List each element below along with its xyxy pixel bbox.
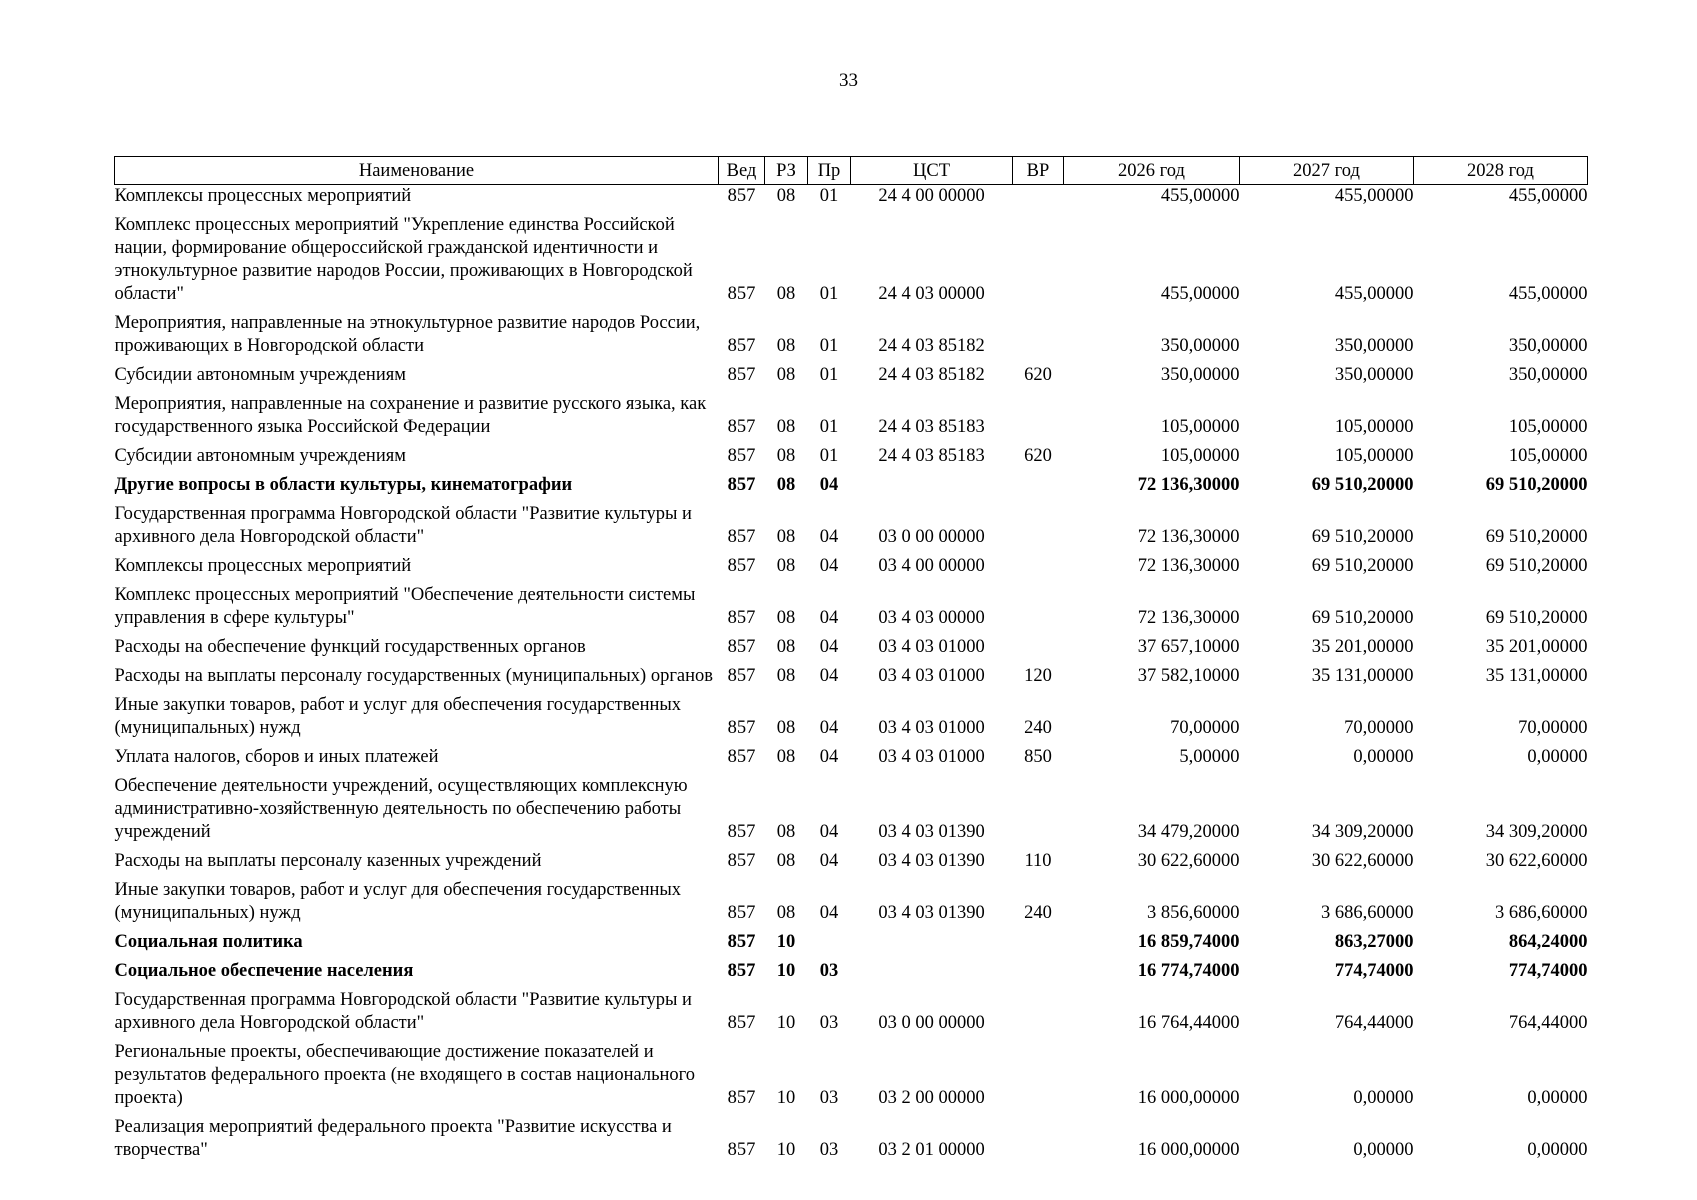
table-row [115, 1116, 1588, 1168]
cell-rz: 10 [776, 932, 796, 952]
cell-name: Комплекс процессных мероприятий "Укрепление единства Российской нации, формирование общероссийской гражданской идентичности и этнокультурное развитие народов России, проживающих в Новгородской области" [114, 215, 693, 304]
cell-vr [1013, 474, 1064, 503]
table-row [115, 665, 1588, 694]
table-row [115, 445, 1588, 474]
cell-y2028: 35 131,00000 [1485, 666, 1588, 686]
cell-y2026: 72 136,30000 [1137, 527, 1240, 547]
cell-name: Региональные проекты, обеспечивающие достижение показателей и результатов федерального проекта (не входящего в состав национального проекта) [114, 1042, 696, 1108]
cell-y2027: 455,00000 [1334, 186, 1414, 206]
table-body [115, 185, 1588, 1169]
cell-rz: 08 [776, 475, 796, 495]
cell-cst: 03 4 03 01000 [878, 666, 985, 686]
table-row [115, 1041, 1588, 1116]
table-row [115, 746, 1588, 775]
cell-y2027: 3 686,60000 [1321, 903, 1414, 923]
cell-name: Другие вопросы в области культуры, кинематографии [114, 475, 573, 495]
cell-cst: 24 4 03 85182 [878, 365, 985, 385]
cell-vr: 620 [1024, 365, 1052, 385]
cell-y2028: 105,00000 [1508, 446, 1588, 466]
cell-y2028: 455,00000 [1508, 186, 1588, 206]
cell-name: Государственная программа Новгородской области "Развитие культуры и архивного дела Новгородской области" [114, 990, 692, 1033]
cell-y2027: 35 201,00000 [1311, 637, 1414, 657]
cell-y2028: 69 510,20000 [1485, 527, 1588, 547]
cell-cst [851, 474, 1013, 503]
cell-rz: 08 [776, 365, 796, 385]
cell-cst: 24 4 03 00000 [878, 284, 985, 304]
cell-vr [1013, 931, 1064, 960]
cell-vr [1013, 584, 1064, 636]
table-row [115, 694, 1588, 746]
cell-name: Государственная программа Новгородской области "Развитие культуры и архивного дела Новгородской области" [114, 504, 692, 547]
cell-pr: 04 [819, 475, 839, 495]
cell-y2028: 70,00000 [1518, 718, 1588, 738]
cell-rz: 10 [776, 1088, 796, 1108]
cell-y2026: 37 657,10000 [1137, 637, 1240, 657]
cell-name: Расходы на выплаты персоналу казенных учреждений [114, 851, 542, 871]
cell-ved: 857 [727, 1088, 756, 1108]
cell-y2028: 34 309,20000 [1485, 822, 1588, 842]
cell-y2028: 69 510,20000 [1485, 556, 1588, 576]
table-row [115, 364, 1588, 393]
table-row [115, 636, 1588, 665]
cell-y2027: 774,74000 [1334, 961, 1414, 981]
cell-y2027: 455,00000 [1334, 284, 1414, 304]
cell-pr: 04 [819, 527, 839, 547]
cell-pr: 04 [819, 822, 839, 842]
cell-y2028: 350,00000 [1508, 365, 1588, 385]
cell-ved: 857 [727, 336, 756, 356]
cell-pr: 04 [819, 851, 839, 871]
cell-y2028: 30 622,60000 [1485, 851, 1588, 871]
cell-y2028: 0,00000 [1527, 1088, 1588, 1108]
cell-y2027: 34 309,20000 [1311, 822, 1414, 842]
header-2027: 2027 год [1240, 157, 1414, 185]
cell-y2027: 0,00000 [1353, 1088, 1414, 1108]
cell-name: Мероприятия, направленные на сохранение и развитие русского языка, как государственного языка Российской Федерации [114, 394, 707, 437]
cell-y2028: 350,00000 [1508, 336, 1588, 356]
cell-y2026: 3 856,60000 [1147, 903, 1240, 923]
cell-pr: 04 [819, 718, 839, 738]
cell-vr: 850 [1024, 747, 1052, 767]
cell-y2027: 105,00000 [1334, 446, 1414, 466]
cell-ved: 857 [727, 637, 756, 657]
cell-pr: 03 [819, 1088, 839, 1108]
table-row [115, 555, 1588, 584]
cell-cst: 03 4 03 01000 [878, 637, 985, 657]
cell-y2027: 70,00000 [1344, 718, 1414, 738]
cell-vr [1013, 555, 1064, 584]
table-row [115, 185, 1588, 215]
cell-ved: 857 [727, 556, 756, 576]
cell-y2026: 350,00000 [1160, 365, 1240, 385]
cell-vr [1013, 1041, 1064, 1116]
cell-ved: 857 [727, 475, 756, 495]
cell-cst: 03 4 00 00000 [878, 556, 985, 576]
table-row [115, 474, 1588, 503]
table-row [115, 879, 1588, 931]
cell-vr [1013, 636, 1064, 665]
cell-y2026: 30 622,60000 [1137, 851, 1240, 871]
cell-pr: 04 [819, 608, 839, 628]
header-rz: РЗ [765, 157, 808, 185]
cell-cst: 24 4 00 00000 [878, 186, 985, 206]
cell-y2028: 69 510,20000 [1485, 475, 1588, 495]
cell-cst: 03 4 03 01000 [878, 747, 985, 767]
header-pr: Пр [808, 157, 851, 185]
cell-name: Субсидии автономным учреждениям [114, 365, 406, 385]
cell-name: Иные закупки товаров, работ и услуг для обеспечения государственных (муниципальных) нужд [114, 880, 682, 923]
cell-cst: 03 4 03 01390 [878, 903, 985, 923]
cell-y2026: 455,00000 [1160, 186, 1240, 206]
cell-y2028: 0,00000 [1527, 747, 1588, 767]
cell-rz: 08 [776, 284, 796, 304]
cell-vr: 620 [1024, 446, 1052, 466]
cell-rz: 08 [776, 608, 796, 628]
cell-name: Расходы на обеспечение функций государственных органов [114, 637, 586, 657]
cell-rz: 08 [776, 527, 796, 547]
cell-cst: 24 4 03 85183 [878, 446, 985, 466]
cell-ved: 857 [727, 1140, 756, 1160]
cell-name: Комплексы процессных мероприятий [114, 186, 412, 206]
page-number: 33 [839, 70, 858, 91]
cell-pr: 01 [819, 284, 839, 304]
cell-vr [1013, 989, 1064, 1041]
cell-pr: 04 [819, 747, 839, 767]
cell-y2028: 69 510,20000 [1485, 608, 1588, 628]
cell-vr: 120 [1024, 666, 1052, 686]
cell-y2027: 69 510,20000 [1311, 527, 1414, 547]
cell-y2026: 34 479,20000 [1137, 822, 1240, 842]
cell-y2026: 37 582,10000 [1137, 666, 1240, 686]
cell-y2028: 774,74000 [1508, 961, 1588, 981]
cell-ved: 857 [727, 527, 756, 547]
table-row [115, 931, 1588, 960]
cell-ved: 857 [727, 446, 756, 466]
cell-pr: 04 [819, 637, 839, 657]
cell-cst [851, 931, 1013, 960]
cell-ved: 857 [727, 961, 756, 981]
cell-rz: 08 [776, 637, 796, 657]
cell-name: Субсидии автономным учреждениям [114, 446, 406, 466]
cell-rz: 08 [776, 747, 796, 767]
cell-ved: 857 [727, 365, 756, 385]
cell-y2026: 5,00000 [1179, 747, 1240, 767]
cell-vr: 240 [1024, 903, 1052, 923]
cell-cst: 03 4 03 01390 [878, 851, 985, 871]
cell-cst: 03 2 00 00000 [878, 1088, 985, 1108]
cell-y2026: 455,00000 [1160, 284, 1240, 304]
cell-rz: 08 [776, 336, 796, 356]
cell-y2027: 0,00000 [1353, 1140, 1414, 1160]
cell-y2027: 69 510,20000 [1311, 556, 1414, 576]
cell-y2026: 350,00000 [1160, 336, 1240, 356]
table-header-row [115, 157, 1588, 185]
cell-cst [851, 960, 1013, 989]
cell-y2028: 864,24000 [1508, 932, 1588, 952]
cell-rz: 08 [776, 851, 796, 871]
cell-y2028: 455,00000 [1508, 284, 1588, 304]
cell-y2027: 30 622,60000 [1311, 851, 1414, 871]
cell-name: Мероприятия, направленные на этнокультурное развитие народов России, проживающих в Новгородской области [114, 313, 701, 356]
cell-ved: 857 [727, 186, 756, 206]
cell-pr: 04 [819, 903, 839, 923]
cell-ved: 857 [727, 417, 756, 437]
cell-pr: 01 [819, 446, 839, 466]
cell-pr: 01 [819, 336, 839, 356]
cell-y2027: 764,44000 [1334, 1013, 1414, 1033]
cell-pr: 03 [819, 1013, 839, 1033]
cell-name: Уплата налогов, сборов и иных платежей [114, 747, 439, 767]
header-2026: 2026 год [1064, 157, 1240, 185]
cell-cst: 03 0 00 00000 [878, 1013, 985, 1033]
header-name: Наименование [115, 157, 719, 185]
cell-rz: 08 [776, 718, 796, 738]
cell-ved: 857 [727, 932, 756, 952]
cell-pr: 03 [819, 1140, 839, 1160]
cell-vr [1013, 775, 1064, 850]
cell-y2027: 350,00000 [1334, 336, 1414, 356]
cell-ved: 857 [727, 1013, 756, 1033]
table-row [115, 850, 1588, 879]
cell-vr [1013, 960, 1064, 989]
cell-ved: 857 [727, 822, 756, 842]
cell-vr [1013, 393, 1064, 445]
cell-pr: 01 [819, 365, 839, 385]
cell-pr: 01 [819, 417, 839, 437]
cell-name: Комплексы процессных мероприятий [114, 556, 412, 576]
cell-y2026: 16 774,74000 [1137, 961, 1240, 981]
cell-ved: 857 [727, 851, 756, 871]
cell-y2027: 350,00000 [1334, 365, 1414, 385]
cell-rz: 08 [776, 666, 796, 686]
cell-y2026: 105,00000 [1160, 417, 1240, 437]
cell-y2026: 16 764,44000 [1137, 1013, 1240, 1033]
cell-vr [1013, 214, 1064, 312]
cell-cst: 03 2 01 00000 [878, 1140, 985, 1160]
cell-vr [1013, 185, 1064, 215]
cell-pr: 03 [819, 961, 839, 981]
header-2028: 2028 год [1414, 157, 1588, 185]
cell-y2028: 35 201,00000 [1485, 637, 1588, 657]
cell-ved: 857 [727, 903, 756, 923]
cell-vr [1013, 503, 1064, 555]
table-row [115, 503, 1588, 555]
cell-rz: 08 [776, 186, 796, 206]
cell-ved: 857 [727, 747, 756, 767]
cell-y2028: 764,44000 [1508, 1013, 1588, 1033]
cell-y2027: 105,00000 [1334, 417, 1414, 437]
header-ved: Вед [719, 157, 765, 185]
cell-vr: 110 [1024, 851, 1052, 871]
table-row [115, 775, 1588, 850]
cell-y2026: 16 000,00000 [1137, 1088, 1240, 1108]
cell-pr: 04 [819, 666, 839, 686]
cell-y2027: 863,27000 [1334, 932, 1414, 952]
cell-rz: 08 [776, 822, 796, 842]
budget-table [114, 156, 1588, 1168]
cell-name: Социальная политика [114, 932, 303, 952]
cell-y2028: 105,00000 [1508, 417, 1588, 437]
cell-cst: 03 0 00 00000 [878, 527, 985, 547]
cell-name: Иные закупки товаров, работ и услуг для обеспечения государственных (муниципальных) нужд [114, 695, 682, 738]
cell-rz: 08 [776, 446, 796, 466]
cell-name: Расходы на выплаты персоналу государственных (муниципальных) органов [114, 666, 714, 686]
table-row [115, 989, 1588, 1041]
cell-y2026: 72 136,30000 [1137, 556, 1240, 576]
cell-rz: 10 [776, 1140, 796, 1160]
cell-vr: 240 [1024, 718, 1052, 738]
cell-ved: 857 [727, 608, 756, 628]
cell-name: Реализация мероприятий федерального проекта "Развитие искусства и творчества" [114, 1117, 672, 1160]
cell-pr: 04 [819, 556, 839, 576]
cell-name: Обеспечение деятельности учреждений, осуществляющих комплексную административно-хозяйственную деятельность по обеспечению работы учреждений [114, 776, 688, 842]
cell-rz: 08 [776, 417, 796, 437]
table-row [115, 584, 1588, 636]
cell-ved: 857 [727, 666, 756, 686]
cell-y2026: 70,00000 [1170, 718, 1240, 738]
cell-ved: 857 [727, 284, 756, 304]
cell-y2026: 16 000,00000 [1137, 1140, 1240, 1160]
cell-y2027: 69 510,20000 [1311, 475, 1414, 495]
cell-cst: 03 4 03 00000 [878, 608, 985, 628]
table-row [115, 214, 1588, 312]
cell-vr [1013, 1116, 1064, 1168]
table-row [115, 312, 1588, 364]
cell-y2026: 72 136,30000 [1137, 608, 1240, 628]
cell-name: Социальное обеспечение населения [114, 961, 414, 981]
cell-y2026: 16 859,74000 [1137, 932, 1240, 952]
cell-ved: 857 [727, 718, 756, 738]
cell-rz: 10 [776, 961, 796, 981]
cell-y2027: 35 131,00000 [1311, 666, 1414, 686]
cell-rz: 08 [776, 903, 796, 923]
cell-cst: 03 4 03 01000 [878, 718, 985, 738]
cell-cst: 24 4 03 85183 [878, 417, 985, 437]
cell-rz: 08 [776, 556, 796, 576]
cell-y2028: 3 686,60000 [1495, 903, 1588, 923]
cell-cst: 03 4 03 01390 [878, 822, 985, 842]
cell-vr [1013, 312, 1064, 364]
cell-y2027: 0,00000 [1353, 747, 1414, 767]
header-cst: ЦСТ [851, 157, 1013, 185]
cell-y2027: 69 510,20000 [1311, 608, 1414, 628]
cell-rz: 10 [776, 1013, 796, 1033]
header-vr: ВР [1013, 157, 1064, 185]
cell-name: Комплекс процессных мероприятий "Обеспечение деятельности системы управления в сфере культуры" [114, 585, 696, 628]
table-row [115, 393, 1588, 445]
cell-cst: 24 4 03 85182 [878, 336, 985, 356]
cell-y2028: 0,00000 [1527, 1140, 1588, 1160]
cell-pr [808, 931, 851, 960]
cell-y2026: 72 136,30000 [1137, 475, 1240, 495]
table-row [115, 960, 1588, 989]
cell-y2026: 105,00000 [1160, 446, 1240, 466]
cell-pr: 01 [819, 186, 839, 206]
